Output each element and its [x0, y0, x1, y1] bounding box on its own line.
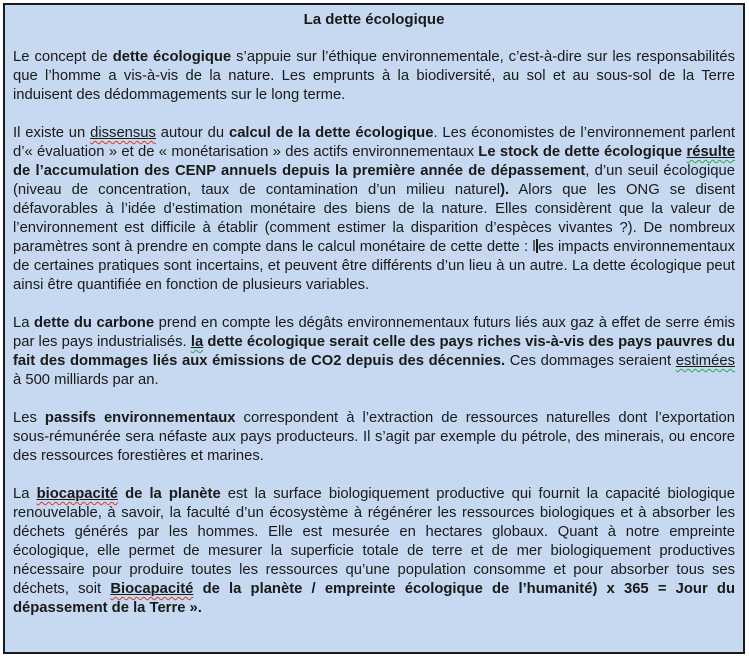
text-run: de la planète	[117, 486, 221, 502]
document-page[interactable]	[3, 3, 745, 654]
text-run	[90, 125, 156, 141]
text-run: calcul de la dette écologique	[228, 125, 434, 141]
spellcheck-squiggle: dissensus	[90, 125, 156, 141]
paragraph	[13, 314, 735, 390]
text-run: prend en compte les dégâts environnementaux futurs liés aux gaz à effet de serre émis par les pays industrialisés.	[13, 315, 736, 350]
text-run: dette écologique	[112, 49, 232, 65]
spellcheck-squiggle: biocapacité	[36, 486, 118, 502]
document-title: La dette écologique	[303, 11, 445, 28]
text-run	[676, 353, 735, 369]
text-run	[191, 334, 203, 350]
text-run: Il existe un	[13, 125, 91, 141]
text-run: de la planète / empreinte écologique de l’humanité) x 365 = Jour du dépassement de la Terre ».	[13, 581, 735, 616]
text-run: La	[13, 315, 34, 331]
text-run: Les	[13, 410, 45, 426]
paragraph	[13, 124, 735, 295]
paragraph	[13, 485, 735, 618]
text-run: Le stock de dette écologique	[478, 144, 687, 160]
spellcheck-squiggle: la	[190, 334, 204, 350]
text-run	[110, 581, 193, 597]
paragraph	[13, 409, 735, 466]
text-run: à 500 milliards par an.	[13, 372, 159, 388]
text-run	[686, 144, 735, 160]
text-run	[37, 486, 118, 502]
text-run: ).	[500, 182, 510, 198]
text-run: . Les économistes de l’environnement parlent d’« évaluation » et de « monétarisation » des actifs environnementaux	[13, 125, 735, 160]
text-run: Le concept de	[13, 49, 113, 65]
document-body[interactable]	[13, 48, 735, 618]
spellcheck-squiggle: estimées	[675, 353, 735, 369]
text-run: Ces dommages seraient	[505, 353, 676, 369]
text-run: est la surface biologiquement productive qui fournit la capacité biologique renouvelable, à savoir, la faculté d’un écosystème à régénérer les ressources biologiques et à absorber les déchets générés par les hommes. Elle est mesurée en hectares globaux. Quant à notre empreinte écologique, elle permet de mesurer la superficie totale de terre et de mer biologiquement productives nécessaire pour produire toutes les ressources qu’une population consomme et pour absorber tous ses déchets, soit	[13, 486, 735, 597]
text-run: es impacts environnementaux de certaines pratiques sont incertains, et peuvent être différents d’un lieu à un autre. La dette écologique peut ainsi être quantifiée en fonction de plusieurs variables.	[13, 239, 735, 293]
text-run: dette écologique serait celle des pays riches vis-à-vis des pays pauvres du fait des dommages liés aux émissions de CO2 depuis des décennies.	[13, 334, 735, 369]
paragraph	[13, 48, 735, 105]
text-run: La	[13, 486, 37, 502]
text-run: de l’accumulation des CENP annuels depuis la première année de dépassement	[13, 163, 586, 179]
text-run: autour du	[155, 125, 229, 141]
spellcheck-squiggle: Biocapacité	[110, 581, 194, 597]
text-run: Alors que les ONG se disent défavorables à l’idée d’estimation monétaire des biens de la nature. Elles considèrent que la valeur de l’environnement est difficile à établir (comment estimer la disparition d’espèces vivantes ?). De nombreux paramètres sont à prendre en compte dans le calcul monétaire de cette dette : l	[13, 182, 736, 255]
text-run: correspondent à l’extraction de ressources naturelles dont l’exportation sous-rémunérée sera néfaste aux pays producteurs. Il s’agit par exemple du pétrole, des minerais, ou encore des ressources forestières et marines.	[13, 410, 736, 464]
spellcheck-squiggle: résulte	[686, 144, 735, 160]
text-run: passifs environnementaux	[44, 410, 236, 426]
text-run: dette du carbone	[34, 315, 155, 331]
text-run: , d’un seuil écologique (niveau de concentration, taux de contamination d’un milieu naturel	[13, 163, 735, 198]
text-run: s’appuie sur l’éthique environnementale, c’est-à-dire sur les responsabilités que l’homme a vis-à-vis de la nature. Les emprunts à la biodiversité, au sol et au sous-sol de la Terre induisent des dédommagements sur le long terme.	[13, 49, 735, 103]
